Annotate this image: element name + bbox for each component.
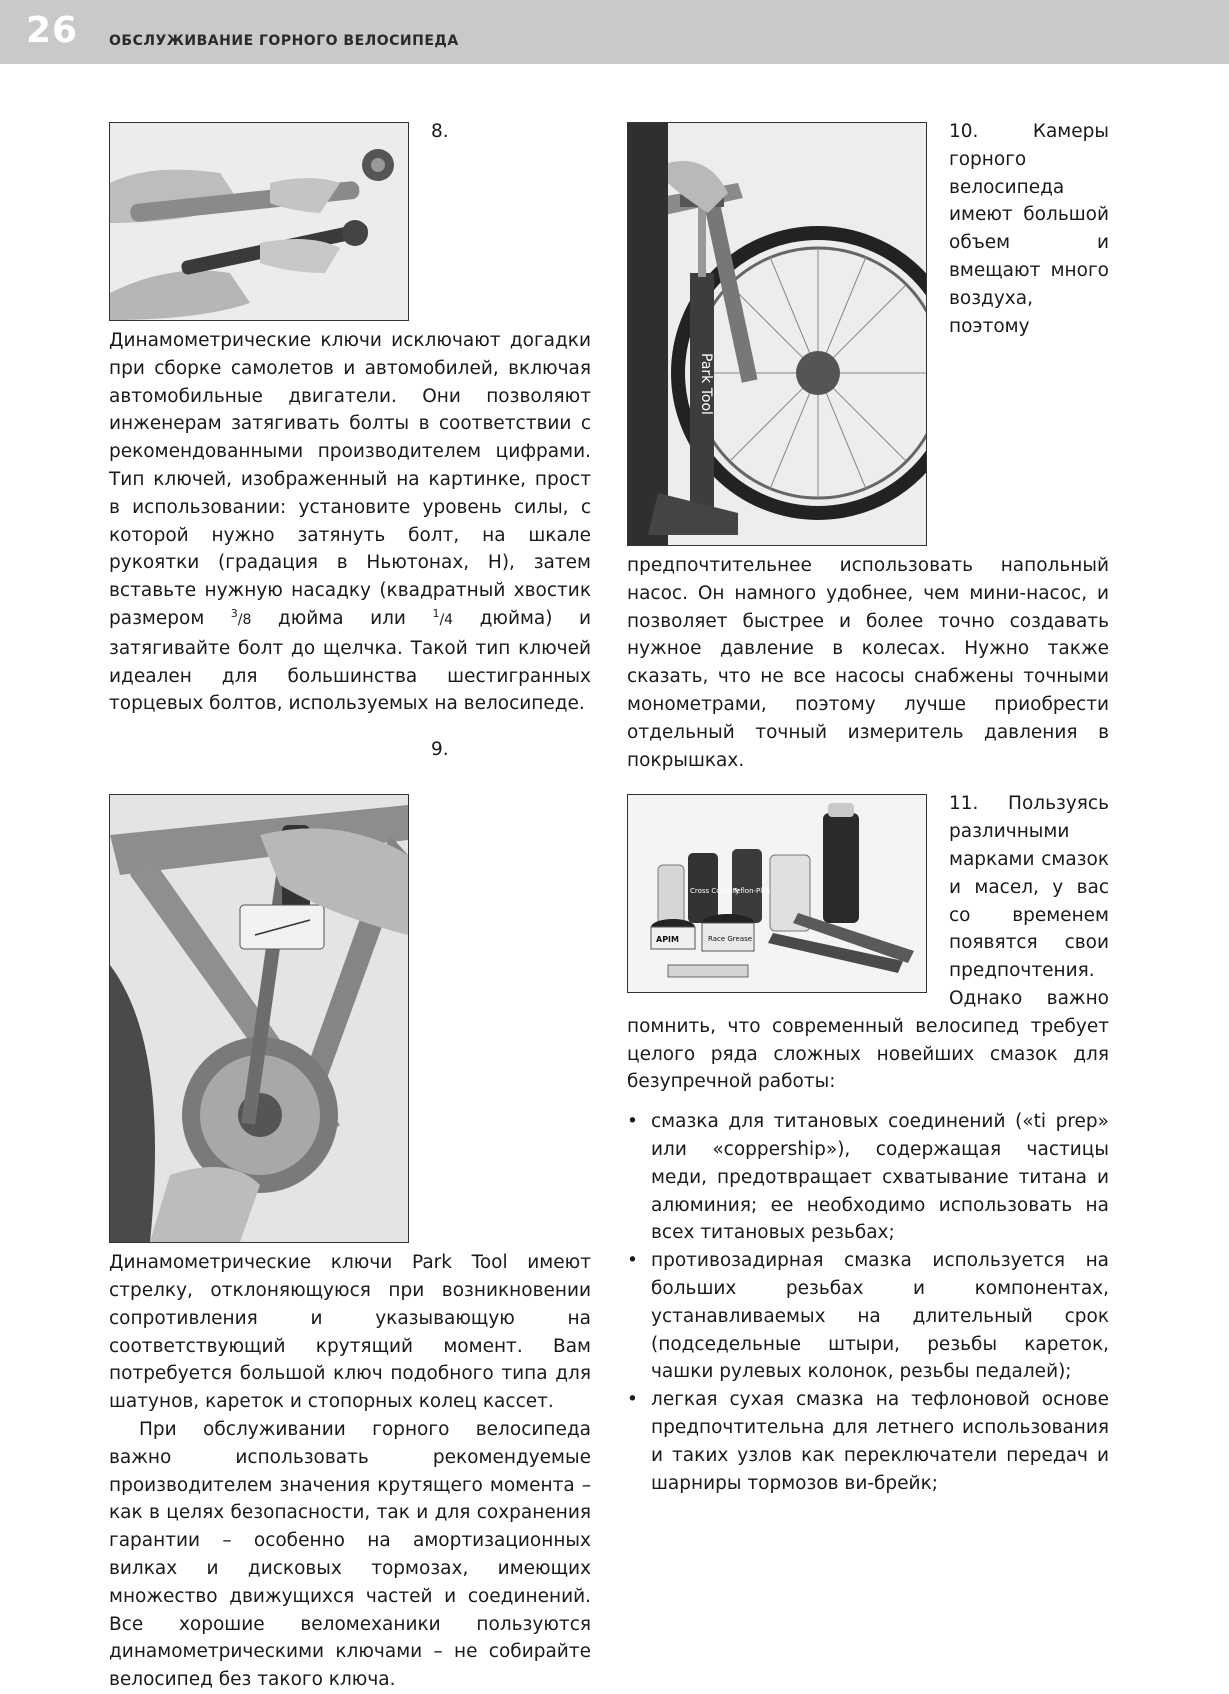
paragraph-10: 10. Камеры горного велосипеда имеют большой объем и вмещают много воздуха, поэтому предпочтительнее использовать напольный насос. Он намного удобнее, чем мини-насос, и позволяет быстрее и более точно создавать нужное давление в колесах. Нужно также сказать, что не все насосы снабжены точными монометрами, поэтому лучше приобрести отдельный точный измеритель давления в покрышках. xyxy=(627,121,1109,771)
page-number: 26 xyxy=(26,10,79,51)
lube-label-1: Cross Country xyxy=(690,887,740,896)
bottle-brand: APIM xyxy=(656,935,679,945)
paragraph-9-continued: При обслуживании горного велосипеда важно использовать рекомендуемые производителем значения крутящего момента – как в целях безопасности, так и для сохранения гарантии – особенно на амортизационных вилках и дисковых тормозах, имеющих множество движущихся частей и соединений. Все хорошие веломеханики пользуются динамометрическими ключами – не собирайте велосипед без такого ключа. xyxy=(109,1418,591,1691)
list-item: • легкая сухая смазка на тефлоновой основе предпочтительна для летнего использования и таких узлов как переключатели передач и шарниры тормозов ви-брейк; xyxy=(627,1389,1109,1494)
bicycle-crank-torque-photo xyxy=(109,794,409,1243)
list-item: • смазка для титановых соединений («ti prep» или «coppership»), содержащая частицы меди, предотвращает схватывание титана и алюминия; ее необходимо использовать на всех титановых резьбах; xyxy=(627,1111,1109,1244)
paragraph-9: 9. Динамометрические ключи Park Tool имеют стрелку, отклоняющуюся при возникновении сопротивления и указывающую на соответствующий крутящий момент. Вам потребуется большой ключ подобного типа для шатунов, кареток и стопорных колец кассет. xyxy=(109,739,591,1413)
lubricant-list xyxy=(627,1108,1109,1497)
lube-label-2: Teflon-Plus xyxy=(733,887,771,896)
floor-pump-photo xyxy=(627,122,927,546)
paragraph-11: 11. Пользуясь различными марками смазок и масел, у вас со временем появятся свои предпочтения. Однако важно помнить, что современный велосипед требует целого ряда сложных новейших смазок для безупречной работы: xyxy=(627,793,1109,1093)
running-title: ОБСЛУЖИВАНИЕ ГОРНОГО ВЕЛОСИПЕДА xyxy=(109,33,459,49)
pump-brand-label: Park Tool xyxy=(698,353,714,415)
lubricants-photo xyxy=(627,794,927,993)
page-header xyxy=(0,0,1229,64)
grease-label: Race Grease xyxy=(708,935,753,944)
torque-wrenches-photo xyxy=(109,122,409,321)
left-column xyxy=(109,118,591,1694)
right-column xyxy=(627,118,1109,1497)
list-item: • противозадирная смазка используется на больших резьбах и компонентах, устанавливаемых на длительный срок (подседельные штыри, резьбы кареток, чашки рулевых колонок, резьбы педалей); xyxy=(627,1250,1109,1383)
paragraph-8: 8. Динамометрические ключи исключают догадки при сборке самолетов и автомобилей, включая автомобильные двигатели. Они позволяют инженерам затягивать болты в соответствии с рекомендованными производителем цифрами. Тип ключей, изображенный на картинке, прост в использовании: установите уровень силы, с которой нужно затянуть болт, на шкале рукоятки (градация в Ньютонах, Н), затем вставьте нужную насадку (квадратный хвостик размером $^3$/8 дюйма или $^1$/4 дюйма) и затягивайте болт до щелчка. Такой тип ключей идеален для большинства шестигранных торцевых болтов, используемых на велосипеде. xyxy=(109,121,591,715)
